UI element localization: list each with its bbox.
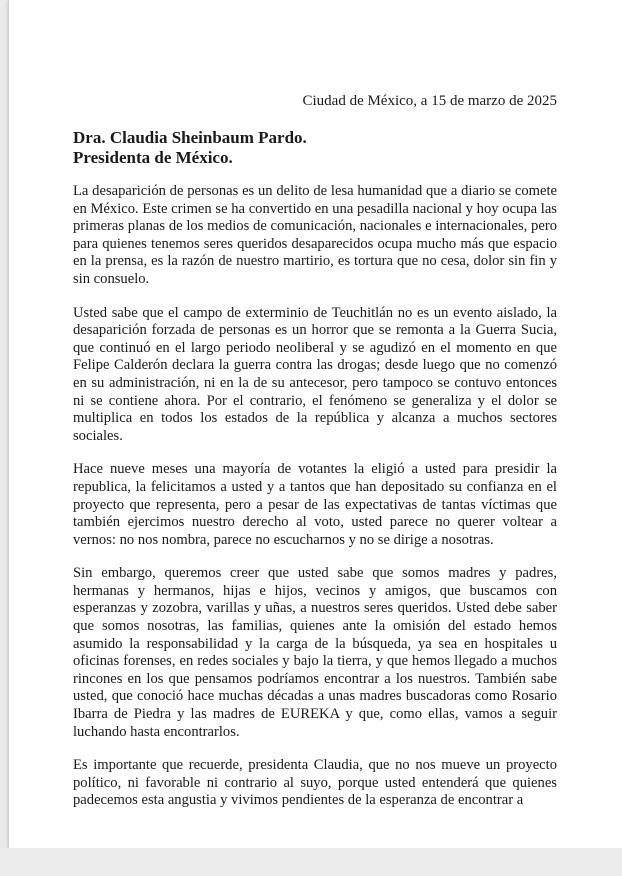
paragraph-2: Usted sabe que el campo de exterminio de Teuchitlán no es un evento aislado, la desaparición forzada de personas es un horror que se remonta a la Guerra Sucia, que continuó en el largo periodo neoliberal y se agudizó en el momento en que Felipe Calderón declara la guerra contra las drogas; desde luego que no comenzó en su administración, ni en la de su antecesor, pero tampoco se contuvo entonces ni se contiene ahora. Por el contrario, el fenómeno se generaliza y el dolor se multiplica en todos los estados de la república y alcanza a muchos sectores sociales. — [73, 304, 557, 444]
letter-body — [73, 183, 557, 826]
paragraph-1: La desaparición de personas es un delito de lesa humanidad que a diario se comete en México. Este crimen se ha convertido en una pesadilla nacional y hoy ocupa las primeras planas de los medios de comunicación, nacionales e internacionales, pero para quienes tenemos seres queridos desaparecidos ocupa mucho más que espacio en la prensa, es la razón de nuestro martirio, es tortura que no cesa, dolor sin fin y sin consuelo. — [73, 183, 557, 287]
paragraph-4: Sin embargo, queremos creer que usted sabe que somos madres y padres, hermanas y hermanos, hijas e hijos, vecinos y amigos, que buscamos con esperanzas y zozobra, varillas y uñas, a nuestros seres queridos. Usted debe saber que somos nosotras, las familias, quienes ante la omisión del estado hemos asumido la responsabilidad y la carga de la búsqueda, ya sea en hospitales u oficinas forenses, en redes sociales y bajo la tierra, y que hemos llegado a muchos rincones en los que pensamos podríamos encontrar a los nuestros. También sabe usted, que conoció hace muchas décadas a unas madres buscadoras como Rosario Ibarra de Piedra y las madres de EUREKA y que, como ellas, vamos a seguir luchando hasta encontrarlos. — [73, 565, 557, 740]
addressee-block — [73, 128, 557, 168]
page-gap — [0, 848, 622, 876]
addressee-name: Dra. Claudia Sheinbaum Pardo. — [73, 128, 307, 147]
document-page — [8, 0, 622, 848]
paragraph-5: Es importante que recuerde, presidenta Claudia, que no nos mueve un proyecto político, ni favorable ni contrario al suyo, porque usted entenderá que quienes padecemos esta angustia y vivimos pendientes de la esperanza de encontrar a — [73, 757, 557, 809]
addressee-title: Presidenta de México. — [73, 148, 233, 167]
paragraph-3: Hace nueve meses una mayoría de votantes la eligió a usted para presidir la republica, la felicitamos a usted y a tantos que han depositado su confianza en el proyecto que representa, pero a pesar de las expectativas de tantas víctimas que también ejercimos nuestro derecho al voto, usted parece no querer voltear a vernos: no nos nombra, parece no escucharnos y no se dirige a nosotras. — [73, 461, 557, 548]
date-line: Ciudad de México, a 15 de marzo de 2025 — [302, 93, 557, 109]
